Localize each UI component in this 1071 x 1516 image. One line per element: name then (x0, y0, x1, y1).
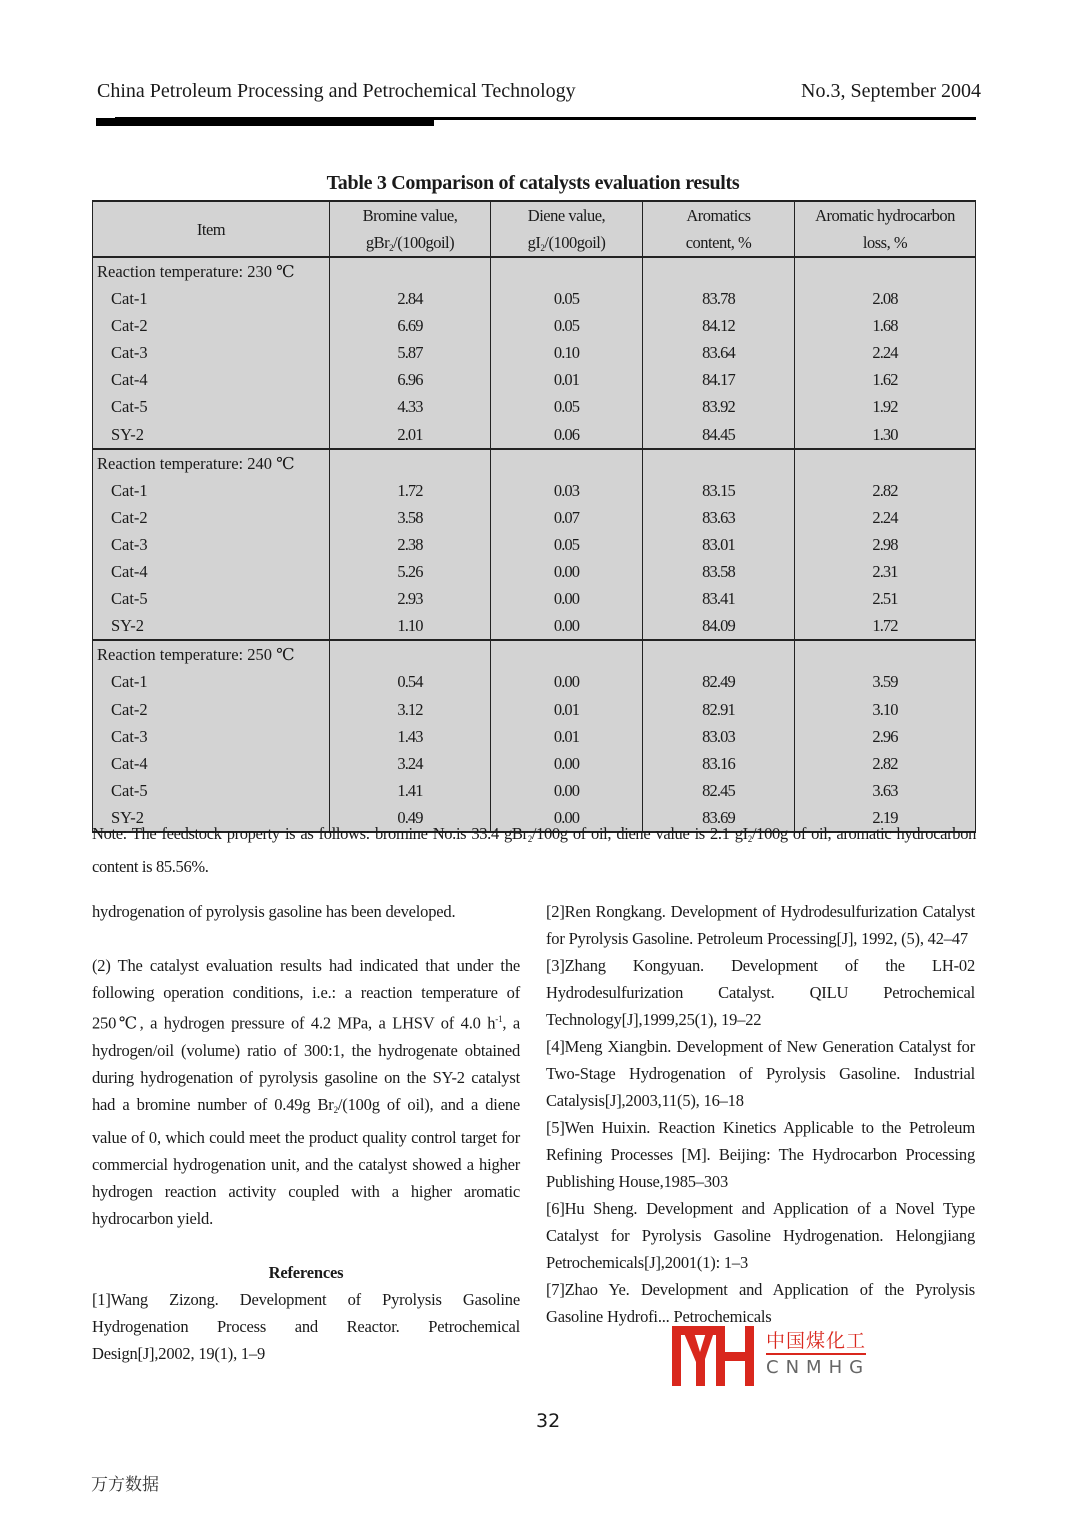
table-header-row (93, 201, 976, 257)
source-label: 万方数据 (91, 1475, 159, 1495)
cnmhg-logo-icon (670, 1326, 756, 1386)
reference-item: [3]Zhang Kongyuan. Development of the LH-02 Hydrodesulfurization Catalyst. QILU Petrochemical Technology[J],1999,25(1), 19–22 (546, 956, 975, 1029)
group-header-240: Reaction temperature: 240 ℃ (93, 449, 976, 477)
journal-name: China Petroleum Processing and Petrochemical Technology (97, 80, 576, 102)
header-rule-accent (96, 118, 434, 126)
table-row: Cat-5 2.93 0.00 83.41 2.51 (93, 585, 976, 612)
table-row: Cat-2 3.12 0.01 82.91 3.10 (93, 696, 976, 723)
results-table (92, 200, 976, 833)
watermark-cn-text: 中国煤化工 (766, 1330, 867, 1352)
table-row: Cat-2 3.58 0.07 83.63 2.24 (93, 504, 976, 531)
page-number: 32 (536, 1410, 561, 1432)
col-header-aromatics: Aromatics content, % (643, 201, 795, 257)
table-row: Cat-5 4.33 0.05 83.92 1.92 (93, 393, 976, 420)
reference-item: [5]Wen Huixin. Reaction Kinetics Applicable to the Petroleum Refining Processes [M]. Beijing: The Hydrocarbon Processing Publishing House,1985–303 (546, 1118, 975, 1191)
table-row: Cat-1 2.84 0.05 83.78 2.08 (93, 285, 976, 312)
table-title: Table 3 Comparison of catalysts evaluation results (326, 172, 740, 194)
issue-info: No.3, September 2004 (801, 80, 981, 102)
running-header (97, 80, 981, 108)
table-row: Cat-1 0.54 0.00 82.49 3.59 (93, 668, 976, 695)
group-header-250: Reaction temperature: 250 ℃ (93, 640, 976, 668)
table-row: SY-2 2.01 0.06 84.45 1.30 (93, 421, 976, 449)
table-row: Cat-4 6.96 0.01 84.17 1.62 (93, 366, 976, 393)
col-header-bromine: Bromine value, gBr$_2$/(100goil) (330, 201, 491, 257)
table-row: Cat-4 3.24 0.00 83.16 2.82 (93, 750, 976, 777)
reference-item: [1]Wang Zizong. Development of Pyrolysis Gasoline Hydrogenation Process and Reactor. Petrochemical Design[J],2002, 19(1), 1–9 (92, 1289, 520, 1363)
group-header-230: Reaction temperature: 230 ℃ (93, 257, 976, 285)
table-row: Cat-3 1.43 0.01 83.03 2.96 (93, 723, 976, 750)
col-header-diene: Diene value, $gI_2/(100goil)$ (491, 201, 643, 257)
col-header-loss: Aromatic hydrocarbon loss, % (795, 201, 976, 257)
reference-item: [2]Ren Rongkang. Development of Hydrodesulfurization Catalyst for Pyrolysis Gasoline. Petroleum Processing[J], 1992, (5), 42–47 (546, 902, 975, 948)
table-row: Cat-3 2.38 0.05 83.01 2.98 (93, 531, 976, 558)
body-right-column (546, 898, 975, 1330)
reference-item: [7]Zhao Ye. Development and Application of the Pyrolysis Gasoline Hydrofi... Petrochemicals (546, 1280, 975, 1326)
body-left-column (92, 898, 520, 1367)
paragraph-conclusion-2: (2) The catalyst evaluation results had indicated that under the following operation conditions, i.e.: a reaction temperature of 250℃, a hydrogen pressure of 4.2 MPa, a LHSV of 4.0 $h^{-1}$, a hydrogen/oil (volume) ratio of 300:1, the hydrogenate obtained during hydrogenation of pyrolysis gasoline on the SY-2 catalyst had a bromine number of 0.49g $Br_2/(100g$ of oil), and a diene value of 0, which could meet the product quality control target for commercial hydrogenation unit, and the catalyst showed a higher hydrogen reaction activity coupled with a higher aromatic hydrocarbon yield. (92, 956, 520, 1228)
watermark-en-text: CNMHG (766, 1357, 871, 1378)
table-row: Cat-2 6.69 0.05 84.12 1.68 (93, 312, 976, 339)
table-row: Cat-1 1.72 0.03 83.15 2.82 (93, 477, 976, 504)
table-row: Cat-3 5.87 0.10 83.64 2.24 (93, 339, 976, 366)
table-row: SY-2 0.49 0.00 83.69 2.19 (93, 804, 976, 832)
references-heading: References (268, 1262, 344, 1282)
table-row: Cat-5 1.41 0.00 82.45 3.63 (93, 777, 976, 804)
reference-item: [4]Meng Xiangbin. Development of New Generation Catalyst for Two-Stage Hydrogenation of Pyrolysis Gasoline. Industrial Catalysis[J],2003,11(5), 16–18 (546, 1037, 975, 1110)
reference-item: [6]Hu Sheng. Development and Application of a Novel Type Catalyst for Pyrolysis Gasoline Hydrogenation. Helongjiang Petrochemicals[J],2001(1): 1–3 (546, 1199, 975, 1272)
watermark-logo (668, 1326, 888, 1388)
col-header-item: Item (93, 201, 330, 257)
table-row: Cat-4 5.26 0.00 83.58 2.31 (93, 558, 976, 585)
paragraph-continuation: hydrogenation of pyrolysis gasoline has been developed. (92, 902, 456, 921)
table-note: Note: The feedstock property is as follows: bromine No.is 33.4 gBr$_2$/100g of oil, diene value is 2.1 $gI_2/100g$ of oil, aromatic hydrocarbon content is 85.56%. (92, 824, 977, 876)
watermark-divider (766, 1353, 866, 1355)
table-row: SY-2 1.10 0.00 84.09 1.72 (93, 612, 976, 640)
